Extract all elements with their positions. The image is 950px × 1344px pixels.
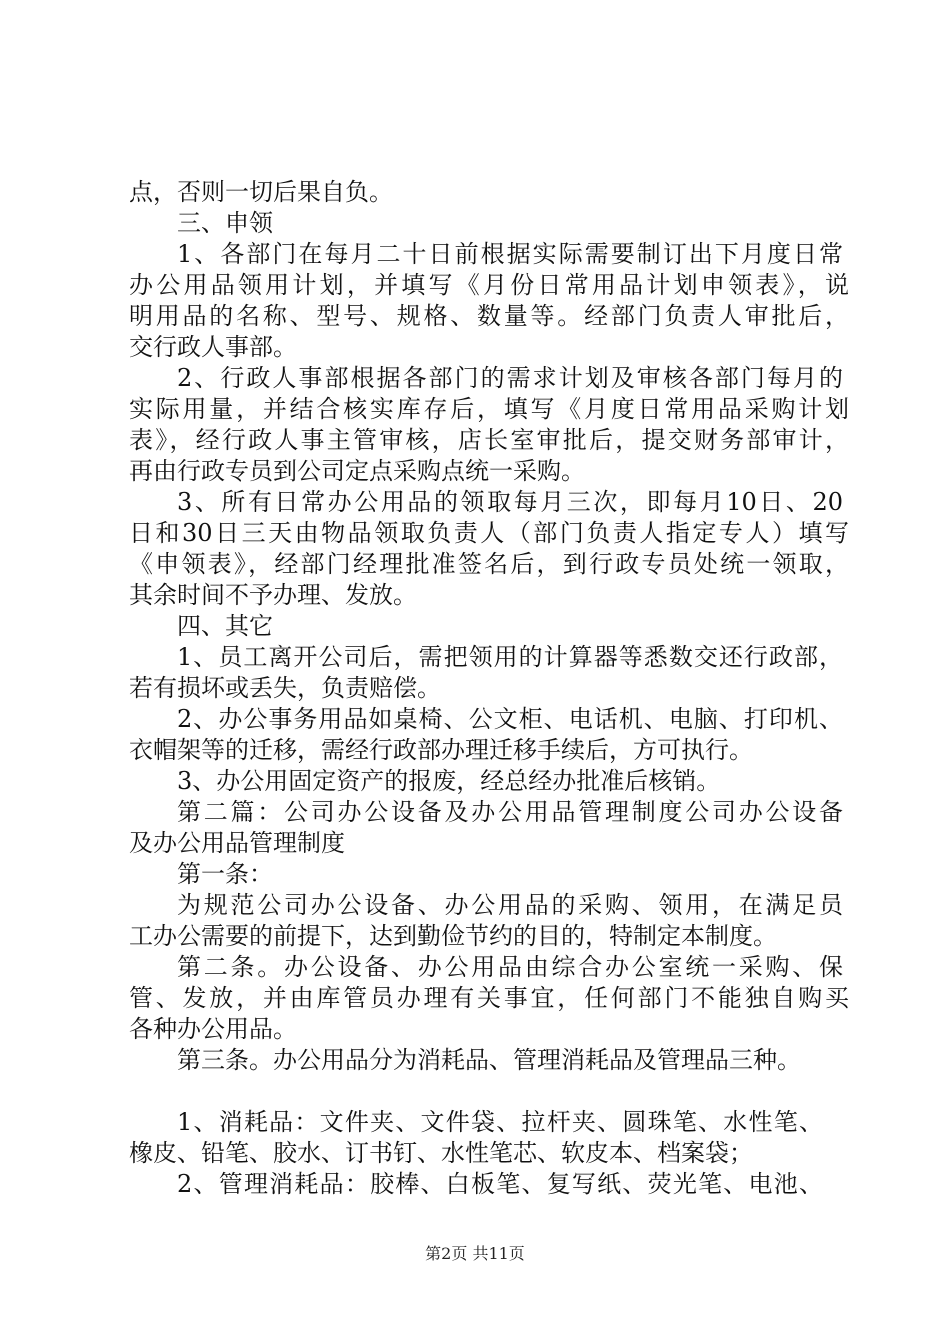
text-line: 若有损坏或丢失，负责赔偿。 xyxy=(129,674,441,702)
text-line: 点，否则一切后果自负。 xyxy=(129,178,393,206)
text-line: 再由行政专员到公司定点采购点统一采购。 xyxy=(129,457,585,485)
text-line: 第二条。办公设备、办公用品由综合办公室统一采购、保 xyxy=(177,953,843,981)
text-line: 第三条。办公用品分为消耗品、管理消耗品及管理品三种。 xyxy=(177,1046,801,1074)
chapter-heading: 及办公用品管理制度 xyxy=(129,829,345,857)
text-line: 其余时间不予办理、发放。 xyxy=(129,581,417,609)
text-line: 管、发放，并由库管员办理有关事宜，任何部门不能独自购买 xyxy=(129,984,849,1012)
text-line: 2、办公事务用品如桌椅、公文柜、电话机、电脑、打印机、 xyxy=(177,705,843,733)
text-line: 2、行政人事部根据各部门的需求计划及审核各部门每月的 xyxy=(177,364,843,392)
text-line: 1、各部门在每月二十日前根据实际需要制订出下月度日常 xyxy=(177,240,843,268)
article-heading: 第一条： xyxy=(177,860,273,888)
text-line: 衣帽架等的迁移，需经行政部办理迁移手续后，方可执行。 xyxy=(129,736,753,764)
text-line: 橡皮、铅笔、胶水、订书钉、水性笔芯、软皮本、档案袋； xyxy=(129,1139,753,1167)
text-line: 各种办公用品。 xyxy=(129,1015,297,1043)
text-line: 为规范公司办公设备、办公用品的采购、领用，在满足员 xyxy=(177,891,843,919)
text-line: 日和30日三天由物品领取负责人（部门负责人指定专人）填写 xyxy=(129,519,849,547)
text-line: 1、员工离开公司后，需把领用的计算器等悉数交还行政部， xyxy=(177,643,843,671)
text-line: 交行政人事部。 xyxy=(129,333,297,361)
text-line: 工办公需要的前提下，达到勤俭节约的目的，特制定本制度。 xyxy=(129,922,777,950)
text-line: 2、管理消耗品：胶棒、白板笔、复写纸、荧光笔、电池、 xyxy=(177,1170,823,1198)
text-line: 表》，经行政人事主管审核，店长室审批后，提交财务部审计， xyxy=(129,426,849,454)
section-heading: 四、其它 xyxy=(177,612,273,640)
text-line: 1、消耗品：文件夹、文件袋、拉杆夹、圆珠笔、水性笔、 xyxy=(177,1108,823,1136)
text-line: 实际用量，并结合核实库存后，填写《月度日常用品采购计划 xyxy=(129,395,849,423)
text-line: 《申领表》，经部门经理批准签名后，到行政专员处统一领取， xyxy=(129,550,849,578)
chapter-heading: 第二篇：公司办公设备及办公用品管理制度公司办公设备 xyxy=(177,798,843,826)
text-line: 办公用品领用计划，并填写《月份日常用品计划申领表》，说 xyxy=(129,271,849,299)
section-heading: 三、申领 xyxy=(177,209,273,237)
text-line: 明用品的名称、型号、规格、数量等。经部门负责人审批后， xyxy=(129,302,849,330)
text-line: 3、办公用固定资产的报废，经总经办批准后核销。 xyxy=(177,767,721,795)
text-line: 3、所有日常办公用品的领取每月三次，即每月10日、20 xyxy=(177,488,843,516)
page-number-footer: 第2页 共11页 xyxy=(425,1244,525,1263)
